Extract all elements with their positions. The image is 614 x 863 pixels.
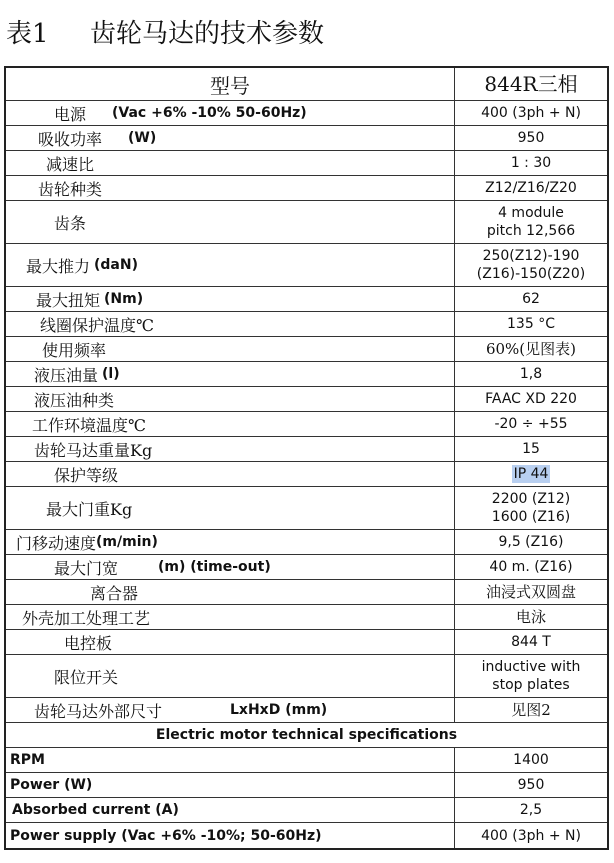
row-label: 减速比 [46,154,95,174]
table-row [6,337,607,362]
row-label: 电控板 [64,633,113,653]
row-unit: LxHxD (mm) [230,702,328,718]
table-row [6,151,607,176]
table-row [6,101,607,126]
row-label: 工作环境温度℃ [32,415,146,435]
row-label: 最大推力 [26,256,91,276]
row-value: 950 [517,130,545,146]
row-label: 齿轮马达重量Kg [34,440,153,460]
row-value: 15 [522,441,540,457]
row-unit: (W) [128,130,157,146]
motor-label: Power supply (Vac +6% -10%; 50-60Hz) [10,827,322,844]
row-label: 齿条 [54,213,87,233]
row-unit: (l) [102,366,120,382]
table-row [6,698,607,723]
table-row [6,773,607,798]
row-value: 400 (3ph + N) [481,105,581,121]
header-model-value: 844R三相 [484,72,578,96]
row-label: 保护等级 [54,465,119,485]
row-unit: (Nm) [104,291,144,307]
table-row [6,287,607,312]
row-label: 齿轮马达外部尺寸 [34,701,163,721]
row-label: 最大扭矩 [36,290,101,310]
table-row [6,387,607,412]
row-value: inductive with stop plates [481,659,581,693]
row-value: 9,5 (Z16) [498,534,564,550]
row-value: -20 ÷ +55 [494,416,568,432]
row-value: 40 m. (Z16) [489,559,573,575]
header-model-label: 型号 [6,68,455,100]
table-header-row [6,68,607,101]
row-label: 吸收功率 [38,129,103,149]
row-unit: (m/min) [96,534,158,550]
row-label: 线圈保护温度℃ [40,315,154,335]
section-header-row [6,723,607,748]
row-label: 门移动速度 [16,533,97,553]
row-label: 最大门重Kg [46,499,133,519]
motor-value: 1400 [513,752,549,768]
row-label: 电源 [54,104,87,124]
row-unit: (m) (time-out) [158,559,271,575]
table-row [6,176,607,201]
table-row [6,487,607,530]
motor-value: 400 (3ph + N) [481,827,581,844]
table-row [6,244,607,287]
row-unit: (daN) [94,257,138,273]
row-value: 电泳 [515,608,546,626]
row-value: 62 [522,291,540,307]
table-row [6,412,607,437]
row-value-selected[interactable]: IP 44 [513,466,549,482]
row-label: 离合器 [90,583,139,603]
row-label: 齿轮种类 [38,179,103,199]
motor-label: RPM [10,752,45,768]
table-row [6,462,607,487]
table-row [6,126,607,151]
row-label: 限位开关 [54,667,119,687]
table-row [6,530,607,555]
table-row [6,580,607,605]
row-value: 60%(见图表) [485,340,577,358]
table-row [6,437,607,462]
row-value: 844 T [511,634,551,650]
table-row [6,605,607,630]
table-row [6,798,607,823]
spec-table [4,66,609,850]
row-value: 油浸式双圆盘 [485,583,576,601]
row-label: 最大门宽 [54,558,119,578]
row-value: 2200 (Z12) 1600 (Z16) [491,491,571,525]
row-value: 见图2 [511,701,551,719]
table-row [6,312,607,337]
table-row [6,362,607,387]
row-value: 250(Z12)-190 (Z16)-150(Z20) [476,248,586,282]
table-row [6,823,607,848]
table-row [6,655,607,698]
motor-value: 950 [517,777,545,793]
row-unit: (Vac +6% -10% 50-60Hz) [112,105,307,121]
table-row [6,748,607,773]
caption-title: 齿轮马达的技术参数 [90,19,325,49]
motor-label: Power (W) [10,777,93,793]
row-value: 135 °C [507,316,555,332]
table-row [6,630,607,655]
motor-value: 2,5 [519,802,543,818]
motor-label: Absorbed current (A) [12,802,179,818]
table-row [6,201,607,244]
row-label: 外壳加工处理工艺 [22,608,151,628]
row-label: 液压油量 [34,365,99,385]
row-value: 4 module pitch 12,566 [486,205,576,239]
row-value: FAAC XD 220 [485,391,577,407]
row-label: 使用频率 [42,340,107,360]
caption-number: 表1 [6,19,49,49]
row-value: 1,8 [519,366,543,382]
table-row [6,555,607,580]
section-title: Electric motor technical specifications [155,727,458,743]
row-label: 液压油种类 [34,390,115,410]
row-value: Z12/Z16/Z20 [485,180,577,196]
table-caption [6,14,324,54]
row-value: 1 : 30 [510,155,552,171]
